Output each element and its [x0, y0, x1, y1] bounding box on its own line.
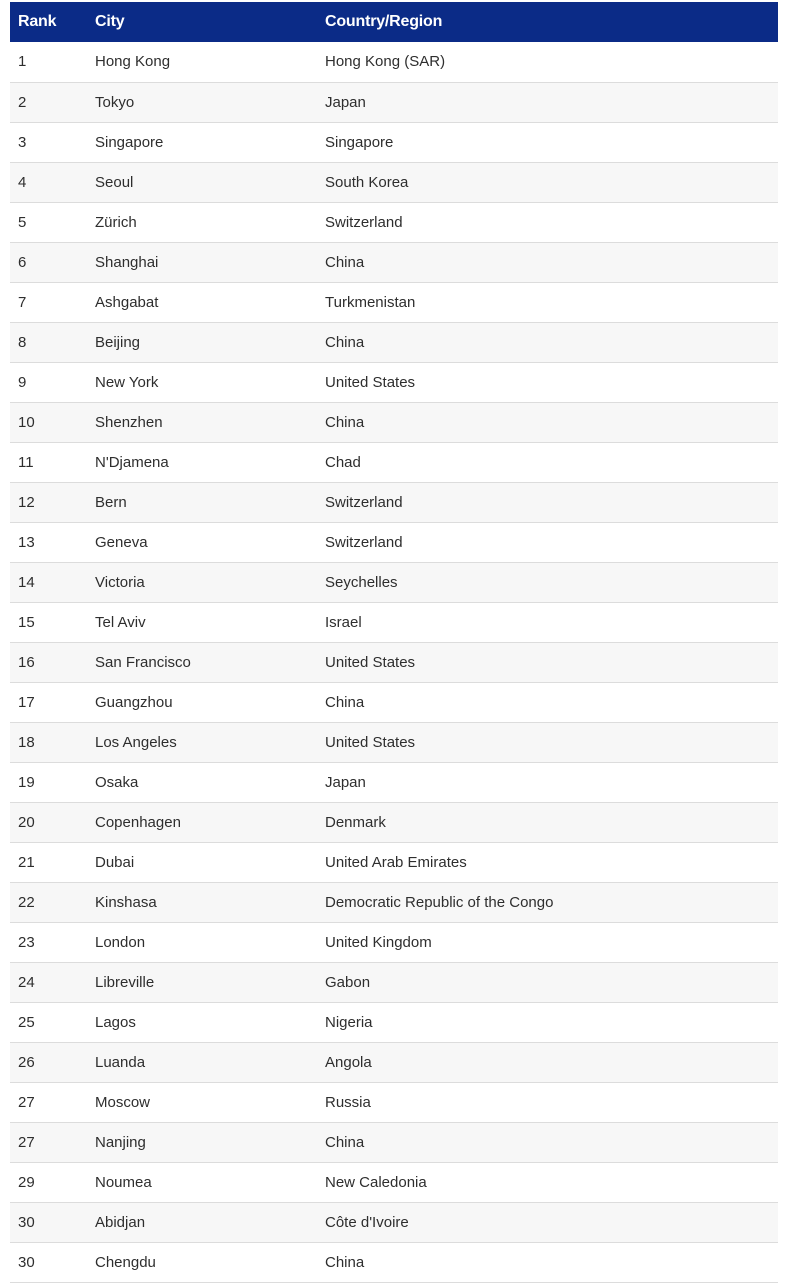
city-cell: Moscow — [95, 1093, 151, 1111]
header-city: City — [95, 13, 125, 30]
city-cell: Shenzhen — [95, 413, 163, 431]
rank-cell: 17 — [18, 693, 35, 711]
table-row — [10, 1202, 778, 1242]
country-cell: United Arab Emirates — [325, 853, 467, 871]
header-rank: Rank — [18, 13, 57, 30]
city-cell: Victoria — [95, 573, 145, 591]
rank-cell: 10 — [18, 413, 35, 431]
rank-cell: 2 — [18, 93, 27, 111]
rank-cell: 21 — [18, 853, 35, 871]
rank-cell: 26 — [18, 1053, 35, 1071]
rank-cell: 4 — [18, 173, 27, 191]
table-row — [10, 282, 778, 322]
country-cell: Hong Kong (SAR) — [325, 53, 446, 71]
table-row — [10, 1162, 778, 1202]
country-cell: Japan — [325, 93, 366, 111]
rank-cell: 27 — [18, 1093, 35, 1111]
rank-cell: 27 — [18, 1133, 35, 1151]
city-cell: Bern — [95, 493, 127, 511]
rank-cell: 29 — [18, 1173, 35, 1191]
table-row — [10, 42, 778, 82]
country-cell: Nigeria — [325, 1013, 373, 1031]
city-cell: New York — [95, 373, 159, 391]
table-row — [10, 242, 778, 282]
country-cell: Russia — [325, 1093, 371, 1111]
table-row — [10, 762, 778, 802]
rank-cell: 15 — [18, 613, 35, 631]
table-row — [10, 362, 778, 402]
ranking-table-container — [10, 2, 778, 1283]
header-row — [10, 2, 778, 42]
table-row — [10, 1082, 778, 1122]
table-row — [10, 1042, 778, 1082]
rank-cell: 24 — [18, 973, 35, 991]
country-cell: Côte d'Ivoire — [325, 1213, 409, 1231]
city-cell: Singapore — [95, 133, 164, 151]
rank-cell: 19 — [18, 773, 35, 791]
country-cell: Democratic Republic of the Congo — [325, 893, 554, 911]
header-country-region: Country/Region — [325, 13, 443, 30]
country-cell: Japan — [325, 773, 366, 791]
country-cell: South Korea — [325, 173, 409, 191]
table-body — [10, 42, 778, 1282]
table-row — [10, 122, 778, 162]
rank-cell: 8 — [18, 333, 27, 351]
country-cell: United States — [325, 373, 416, 391]
table-row — [10, 962, 778, 1002]
rank-cell: 1 — [18, 53, 27, 71]
table-row — [10, 562, 778, 602]
city-cell: Lagos — [95, 1013, 136, 1031]
city-cell: Zürich — [95, 213, 137, 231]
city-cell: Hong Kong — [95, 53, 171, 71]
rank-cell: 7 — [18, 293, 27, 311]
table-row — [10, 802, 778, 842]
city-cell: Luanda — [95, 1053, 146, 1071]
rank-cell: 12 — [18, 493, 35, 511]
table-row — [10, 1122, 778, 1162]
city-cell: Nanjing — [95, 1133, 146, 1151]
city-cell: Shanghai — [95, 253, 159, 271]
country-cell: Turkmenistan — [325, 293, 416, 311]
rank-cell: 9 — [18, 373, 27, 391]
table-row — [10, 482, 778, 522]
city-cell: N'Djamena — [95, 453, 169, 471]
table-header — [10, 2, 778, 42]
city-cell: Ashgabat — [95, 293, 159, 311]
city-cell: Kinshasa — [95, 893, 157, 911]
rank-cell: 13 — [18, 533, 35, 551]
rank-cell: 6 — [18, 253, 27, 271]
table-row — [10, 162, 778, 202]
table-row — [10, 522, 778, 562]
country-cell: United Kingdom — [325, 933, 432, 951]
rank-cell: 30 — [18, 1213, 35, 1231]
table-row — [10, 1002, 778, 1042]
country-cell: United States — [325, 733, 416, 751]
city-cell: Copenhagen — [95, 813, 181, 831]
table-row — [10, 402, 778, 442]
rank-cell: 25 — [18, 1013, 35, 1031]
rank-cell: 11 — [18, 453, 34, 471]
table-row — [10, 202, 778, 242]
country-cell: China — [325, 333, 365, 351]
city-cell: Libreville — [95, 973, 155, 991]
table-row — [10, 82, 778, 122]
table-row — [10, 642, 778, 682]
country-cell: Singapore — [325, 133, 394, 151]
city-cell: Dubai — [95, 853, 135, 871]
rank-cell: 5 — [18, 213, 27, 231]
rank-cell: 22 — [18, 893, 35, 911]
city-cell: San Francisco — [95, 653, 191, 671]
city-cell: Osaka — [95, 773, 139, 791]
city-cell: Beijing — [95, 333, 141, 351]
table-row — [10, 922, 778, 962]
table-row — [10, 1242, 778, 1282]
city-cell: Tokyo — [95, 93, 135, 111]
country-cell: China — [325, 1253, 365, 1271]
country-cell: Switzerland — [325, 213, 403, 231]
rank-cell: 16 — [18, 653, 35, 671]
country-cell: Gabon — [325, 973, 371, 991]
rank-cell: 18 — [18, 733, 35, 751]
city-cell: Noumea — [95, 1173, 152, 1191]
rank-cell: 20 — [18, 813, 35, 831]
country-cell: Switzerland — [325, 493, 403, 511]
country-cell: China — [325, 693, 365, 711]
rank-cell: 23 — [18, 933, 35, 951]
city-cell: Chengdu — [95, 1253, 156, 1271]
city-cell: Abidjan — [95, 1213, 146, 1231]
country-cell: Denmark — [325, 813, 386, 831]
city-cell: Los Angeles — [95, 733, 177, 751]
country-cell: China — [325, 1133, 365, 1151]
country-cell: China — [325, 413, 365, 431]
rank-cell: 30 — [18, 1253, 35, 1271]
country-cell: New Caledonia — [325, 1173, 427, 1191]
rank-cell: 14 — [18, 573, 35, 591]
country-cell: Seychelles — [325, 573, 398, 591]
country-cell: China — [325, 253, 365, 271]
city-cell: Guangzhou — [95, 693, 173, 711]
city-ranking-table — [10, 2, 778, 1283]
table-row — [10, 882, 778, 922]
table-row — [10, 322, 778, 362]
country-cell: United States — [325, 653, 416, 671]
table-row — [10, 842, 778, 882]
city-cell: Seoul — [95, 173, 134, 191]
table-row — [10, 722, 778, 762]
table-row — [10, 442, 778, 482]
city-cell: Tel Aviv — [95, 613, 146, 631]
country-cell: Switzerland — [325, 533, 403, 551]
table-row — [10, 602, 778, 642]
rank-cell: 3 — [18, 133, 27, 151]
table-row — [10, 682, 778, 722]
city-cell: Geneva — [95, 533, 148, 551]
country-cell: Angola — [325, 1053, 372, 1071]
country-cell: Israel — [325, 613, 362, 631]
city-cell: London — [95, 933, 146, 951]
country-cell: Chad — [325, 453, 361, 471]
